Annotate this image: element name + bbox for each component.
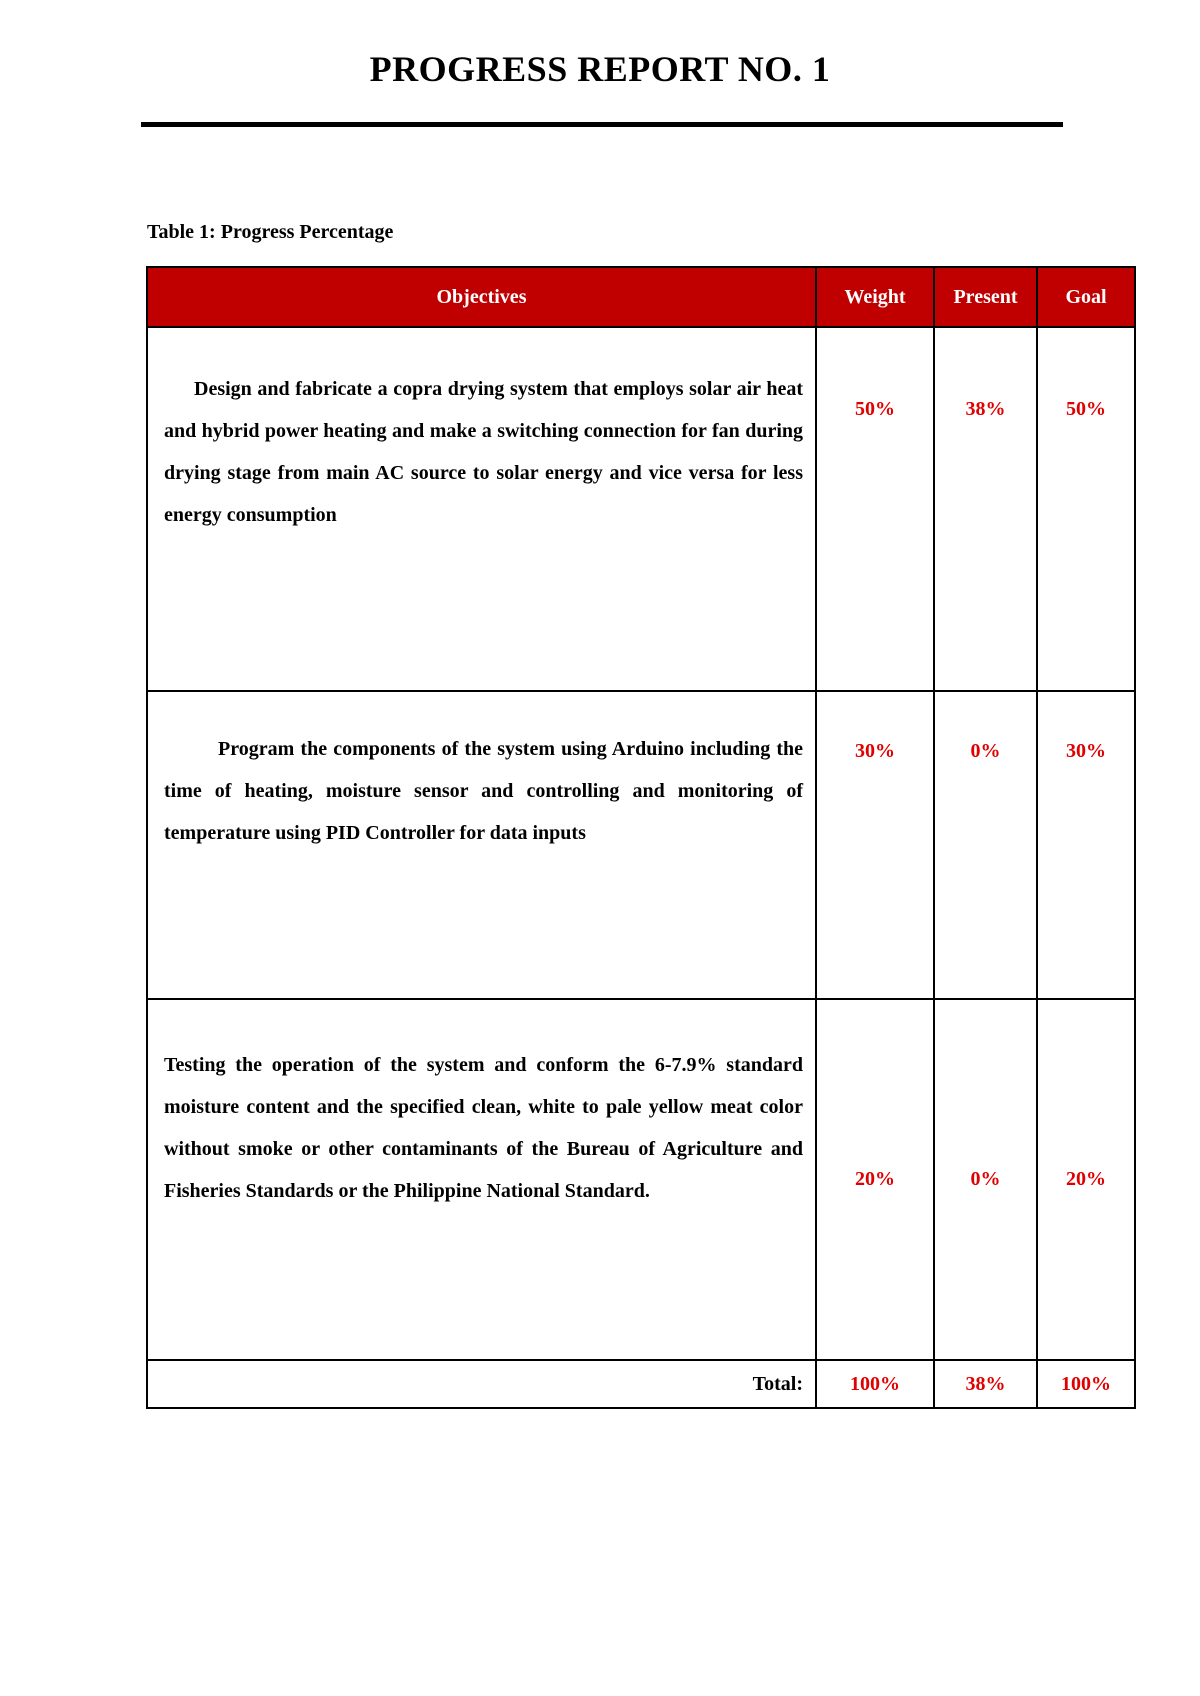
goal-cell: 20% [1037,999,1135,1360]
objective-cell [147,999,816,1360]
total-goal: 100% [1037,1360,1135,1408]
total-weight: 100% [816,1360,934,1408]
present-cell: 38% [934,327,1037,691]
table-caption: Table 1: Progress Percentage [147,221,394,243]
objective-text: Program the components of the system using Arduino including the time of heating, moisture sensor and controlling and monitoring of temperature using PID Controller for data inputs [164,738,803,844]
total-label: Total: [147,1360,816,1408]
total-present: 38% [934,1360,1037,1408]
objective-cell [147,327,816,691]
header-present: Present [934,267,1037,327]
weight-cell: 20% [816,999,934,1360]
table-header-row [147,267,1135,327]
header-objectives: Objectives [147,267,816,327]
total-row [147,1360,1135,1408]
table-row [147,999,1135,1360]
table-row [147,691,1135,999]
title-divider [141,122,1063,127]
page-title: PROGRESS REPORT NO. 1 [369,49,831,89]
progress-table [146,266,1136,1409]
goal-cell: 30% [1037,691,1135,999]
objective-cell [147,691,816,999]
weight-cell: 50% [816,327,934,691]
weight-cell: 30% [816,691,934,999]
objective-text: Testing the operation of the system and conform the 6-7.9% standard moisture content and the specified clean, white to pale yellow meat color without smoke or other contaminants of the Bureau of Agriculture and Fisheries Standards or the Philippine National Standard. [164,1054,803,1202]
goal-cell: 50% [1037,327,1135,691]
present-cell: 0% [934,691,1037,999]
header-goal: Goal [1037,267,1135,327]
objective-text: Design and fabricate a copra drying system that employs solar air heat and hybrid power heating and make a switching connection for fan during drying stage from main AC source to solar energy and vice versa for less energy consumption [164,378,803,526]
header-weight: Weight [816,267,934,327]
present-cell: 0% [934,999,1037,1360]
table-row [147,327,1135,691]
